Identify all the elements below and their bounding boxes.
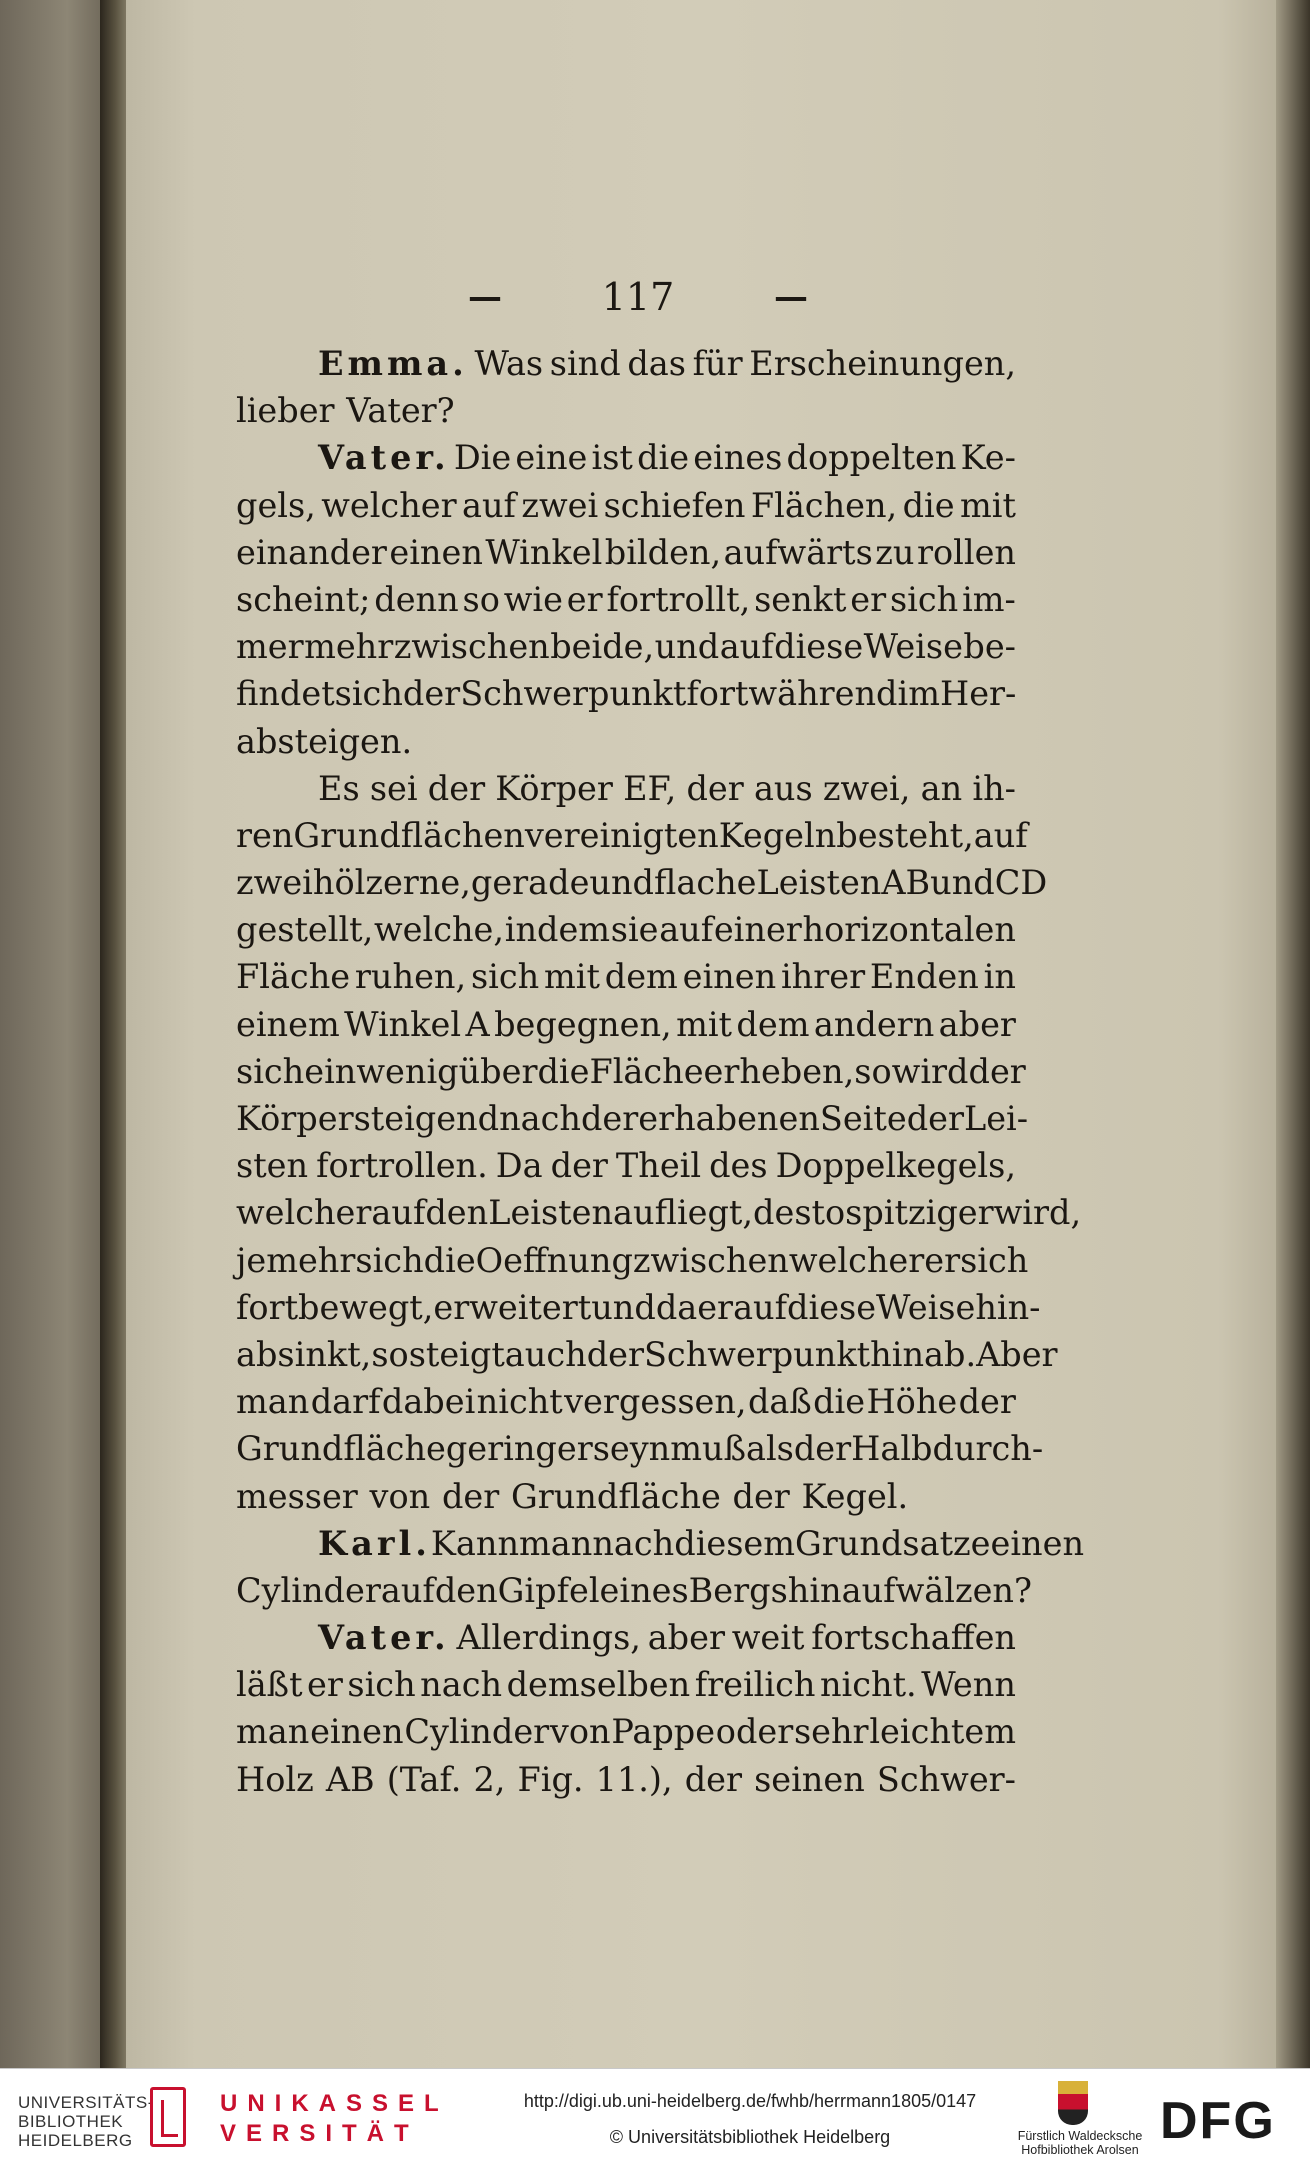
word: auf [371, 1193, 426, 1233]
kassel-logo-line1: UNIKASSEL [220, 2090, 449, 2117]
word: aufliegt, [613, 1193, 754, 1233]
word: der [968, 1051, 1026, 1091]
word: Aber [976, 1334, 1058, 1374]
word: gerade [470, 863, 590, 903]
word: Weise [876, 1287, 976, 1327]
text-line [236, 340, 1016, 387]
word: fortrollt, [606, 579, 751, 619]
word: läßt [236, 1665, 303, 1705]
word: nicht [476, 1382, 563, 1422]
word: fortbewegt, [236, 1287, 434, 1327]
word: sich [960, 1240, 1029, 1280]
word: den [425, 1193, 489, 1233]
word: diese [774, 627, 864, 667]
word: leichtem [869, 1712, 1016, 1752]
word: zwischen [393, 627, 550, 667]
word: auf [973, 815, 1028, 855]
word: der [793, 1429, 852, 1469]
word: die [637, 438, 690, 478]
word: nach [420, 1665, 503, 1705]
word: weit [731, 1618, 805, 1658]
word: je [236, 1240, 267, 1280]
word: Körper [236, 1099, 354, 1138]
word: ih- [972, 768, 1016, 808]
word: Erscheinungen, [749, 344, 1016, 383]
text-line [236, 1567, 1032, 1614]
word: andern [813, 1004, 935, 1044]
word: Cylinder [404, 1712, 550, 1752]
word: seyn [592, 1429, 671, 1469]
word: Winkel [344, 1004, 462, 1044]
word: Grundsatze [795, 1523, 991, 1563]
word: denn [374, 579, 459, 619]
word: ihrer [780, 957, 866, 997]
word: Es [318, 768, 360, 808]
word: Fig. [517, 1759, 584, 1799]
word: Enden [869, 957, 979, 997]
word: zwei [521, 485, 599, 525]
word: er [697, 1287, 734, 1327]
word: Vater? [346, 391, 455, 431]
word: einen [389, 532, 483, 572]
word: auf [659, 910, 714, 950]
word: und [591, 1287, 656, 1327]
word: der [580, 1099, 639, 1138]
word: ein [304, 1051, 357, 1091]
word: aufwärts [723, 532, 873, 572]
word: absteigen. [236, 721, 413, 761]
word: flache [654, 863, 757, 903]
word: aber [647, 1618, 725, 1658]
word: Weise [863, 627, 963, 667]
text-line [236, 1237, 1029, 1284]
word: Halbdurch- [851, 1429, 1044, 1469]
word: sie [610, 910, 659, 950]
word: Oeffnung [475, 1240, 633, 1280]
word: Holz [236, 1759, 314, 1799]
page-number: 117 [601, 275, 675, 319]
word: Wenn [921, 1665, 1016, 1705]
word: zu [875, 532, 915, 572]
word: AB [325, 1759, 375, 1799]
text-line [236, 812, 1028, 859]
word: Fläche [589, 1051, 704, 1091]
word: hinaufwälzen? [787, 1570, 1032, 1610]
word: für [692, 344, 743, 383]
word: auch [504, 1334, 587, 1374]
word: welcher [788, 1240, 925, 1280]
text-line [236, 1661, 1016, 1708]
logo-text-line: HEIDELBERG [18, 2131, 133, 2150]
word: Seite [819, 1099, 907, 1138]
word: mer [236, 627, 304, 667]
text-line [236, 1756, 1016, 1803]
word: er [307, 1665, 343, 1705]
word: er [924, 1240, 961, 1280]
word: hinab. [870, 1334, 977, 1374]
word: Doppelkegels, [775, 1146, 1016, 1186]
word: (Taf. [386, 1759, 462, 1799]
word: und [589, 863, 655, 903]
word: von [369, 1476, 431, 1516]
word: steigt [408, 1334, 505, 1374]
word: vergessen, [564, 1382, 747, 1422]
word: steigend [353, 1099, 500, 1138]
word: Leisten [756, 863, 882, 903]
word: als [745, 1429, 794, 1469]
word: der [958, 1382, 1016, 1422]
text-line [236, 906, 1016, 953]
word: lieber [236, 391, 335, 431]
word: be- [963, 627, 1016, 667]
word: sehr [793, 1712, 869, 1752]
word: daß [747, 1382, 812, 1422]
word: fortrollen. [316, 1146, 488, 1186]
word: der [732, 1476, 790, 1516]
page-header [468, 272, 808, 322]
word: diesem [674, 1523, 796, 1563]
logo-text-line: UNIVERSITÄTS- [18, 2093, 154, 2112]
text-line [236, 434, 1016, 481]
word: 11.), [595, 1759, 673, 1799]
text-line [236, 1095, 1029, 1142]
word: dem [604, 957, 678, 997]
word: Die [453, 438, 512, 478]
text-line [236, 1425, 1044, 1472]
logo-text-line: Hofbibliothek Arolsen [1021, 2143, 1139, 2157]
speaker-name: Vater. [318, 438, 450, 478]
word: welcher [236, 1193, 372, 1233]
word: bilden, [604, 532, 722, 572]
word: auf [719, 627, 774, 667]
word: einen [682, 957, 777, 997]
word: zwei [236, 863, 313, 903]
word: Schwerpunkt [460, 674, 687, 714]
word: rollen [916, 532, 1016, 572]
word: er [850, 579, 887, 619]
text-line [236, 1520, 1085, 1567]
word: mehr [266, 1240, 356, 1280]
word: wird [891, 1051, 969, 1091]
text-line [236, 1284, 1041, 1331]
word: scheint; [236, 579, 371, 619]
word: ren [236, 815, 294, 855]
text-line [236, 1048, 1026, 1095]
word: einer [713, 910, 802, 950]
text-line [236, 623, 1016, 670]
word: CD [994, 863, 1048, 903]
word: Grundfläche [510, 1476, 721, 1516]
word: man [236, 1382, 310, 1422]
word: wenig [356, 1051, 459, 1091]
logo-text-line: BIBLIOTHEK [18, 2112, 124, 2131]
word: Winkel [485, 532, 603, 572]
word: Fläche [236, 957, 351, 997]
word: Leisten [488, 1193, 614, 1233]
word: man [236, 1712, 310, 1752]
word: einen [990, 1523, 1085, 1563]
word: wie [503, 579, 563, 619]
word: dem [736, 1004, 810, 1044]
word: Was [474, 344, 544, 383]
word: sich [236, 1051, 305, 1091]
text-line [236, 1001, 1016, 1048]
word: sich [355, 1240, 424, 1280]
word: gels, [236, 485, 316, 525]
text-line [236, 1378, 1016, 1425]
word: Kegel. [801, 1476, 909, 1516]
word: Bergs [688, 1570, 788, 1610]
word: der [684, 1759, 742, 1799]
text-line [236, 1189, 1082, 1236]
word: Gipfel [497, 1570, 600, 1610]
word: und [654, 627, 720, 667]
word: der [402, 674, 461, 714]
word: der [550, 1146, 608, 1186]
word: Grundfläche [236, 1429, 446, 1469]
word: der [686, 768, 744, 808]
header-dash-right: — [774, 277, 808, 317]
word: der [427, 768, 486, 808]
word: besteht, [836, 815, 974, 855]
word: hin- [975, 1287, 1041, 1327]
word: horizontalen [802, 910, 1016, 950]
word: der [441, 1476, 500, 1516]
word: einander [236, 532, 387, 572]
word: man [519, 1523, 593, 1563]
word: im [897, 674, 940, 714]
word: sten [236, 1146, 309, 1186]
word: Da [495, 1146, 543, 1186]
word: welche, [374, 910, 505, 950]
word: Lei- [963, 1099, 1029, 1138]
bleed-through-text [0, 300, 100, 319]
word: sind [549, 344, 621, 383]
word: Theil [615, 1146, 702, 1186]
word: so [462, 579, 500, 619]
word: eines [599, 1570, 689, 1610]
word: vereinigten [524, 815, 719, 855]
word: spitziger [845, 1193, 994, 1233]
heidelberg-library-logo[interactable] [18, 2093, 154, 2150]
word: diese [787, 1287, 877, 1327]
word: sich [347, 1665, 416, 1705]
word: demselben [506, 1665, 691, 1705]
text-line [236, 765, 1016, 812]
kassel-logo-line2: VERSITÄT [220, 2120, 419, 2147]
word: begegnen, [494, 1004, 672, 1044]
word: geringer [445, 1429, 593, 1469]
text-line [236, 1708, 1016, 1755]
word: die [537, 1051, 590, 1091]
word: sich [470, 957, 540, 997]
word: Ke- [960, 438, 1016, 478]
text-line [236, 529, 1016, 576]
word: die [813, 1382, 866, 1422]
word: oder [715, 1712, 794, 1752]
word: über [458, 1051, 538, 1091]
word: hölzerne, [312, 863, 471, 903]
body-text [236, 340, 1085, 1803]
word: senkt [754, 579, 847, 619]
word: Höhe [866, 1382, 958, 1422]
word: fortwährend [686, 674, 898, 714]
word: wird, [993, 1193, 1082, 1233]
word: nicht. [819, 1665, 917, 1705]
word: muß [670, 1429, 746, 1469]
word: er [566, 579, 603, 619]
word: messer [236, 1476, 358, 1516]
word: fortschaffen [811, 1618, 1016, 1658]
word: aber [938, 1004, 1016, 1044]
word: nach [499, 1099, 581, 1138]
word: sich [889, 579, 959, 619]
word: absinkt, [236, 1334, 372, 1374]
word: nach [592, 1523, 675, 1563]
kassel-crest-icon [150, 2087, 186, 2147]
speaker-name: Emma. [318, 344, 468, 383]
arolsen-library-label[interactable] [1010, 2129, 1150, 2157]
adjacent-left-page [0, 0, 112, 2068]
word: auf [733, 1287, 788, 1327]
word: des [709, 1146, 768, 1186]
word: dabei [381, 1382, 476, 1422]
text-line [236, 482, 1016, 529]
text-line [236, 1142, 1016, 1189]
viewer-footer [0, 2068, 1310, 2171]
word: Grundflächen [293, 815, 525, 855]
word: die [902, 485, 955, 525]
word: an [920, 768, 963, 808]
word: in [983, 957, 1016, 997]
word: erweitert [433, 1287, 592, 1327]
word: indem [504, 910, 611, 950]
dfg-logo[interactable]: DFG [1160, 2092, 1276, 2150]
word: AB [881, 863, 931, 903]
word: sei [369, 768, 418, 808]
word: EF, [623, 768, 677, 808]
word: da [655, 1287, 698, 1327]
word: die [423, 1240, 476, 1280]
word: auf [380, 1570, 435, 1610]
logo-text-line: Fürstlich Waldecksche [1017, 2129, 1143, 2143]
word: aus [753, 768, 813, 808]
word: Schwerpunkt [643, 1334, 871, 1374]
word: im- [962, 579, 1016, 619]
word: mit [959, 485, 1016, 525]
word: schiefen [603, 485, 746, 525]
speaker-name: Karl. [318, 1523, 431, 1563]
text-line [236, 576, 1016, 623]
word: auf [462, 485, 516, 525]
word: gestellt, [236, 910, 374, 950]
permalink-url[interactable]: http://digi.ub.uni-heidelberg.de/fwhb/herrmann1805/0147 [523, 2091, 977, 2111]
word: seinen [754, 1759, 865, 1799]
word: ruhen, [354, 957, 467, 997]
word: darf [310, 1382, 381, 1422]
text-line [236, 859, 1048, 906]
word: findet [236, 674, 335, 714]
word: von [549, 1712, 611, 1752]
word: Allerdings, [456, 1618, 641, 1658]
word: den [434, 1570, 498, 1610]
word: freilich [694, 1665, 816, 1705]
word: erheben, [703, 1051, 855, 1091]
arolsen-crest-icon [1058, 2081, 1088, 2125]
copyright-notice: © Universitätsbibliothek Heidelberg [609, 2127, 891, 2147]
word: zwei, [822, 768, 911, 808]
word: eines [693, 438, 783, 478]
word: Kann [430, 1523, 520, 1563]
text-line [236, 1473, 1016, 1520]
word: A [465, 1004, 490, 1044]
word: Schwer- [876, 1759, 1016, 1799]
text-line [236, 718, 1016, 765]
word: so [371, 1334, 409, 1374]
word: Her- [940, 674, 1017, 714]
word: der [906, 1099, 964, 1138]
word: einen [310, 1712, 404, 1752]
word: so [854, 1051, 892, 1091]
word: desto [753, 1193, 846, 1233]
word: eine [515, 438, 588, 478]
word: sich [334, 674, 403, 714]
page-edge [1276, 0, 1310, 2068]
word: beide, [550, 627, 655, 667]
text-line [236, 1614, 1016, 1661]
word: zwischen [632, 1240, 789, 1280]
word: mehr [304, 627, 394, 667]
speaker-name: Vater. [318, 1618, 450, 1658]
text-line [236, 387, 1016, 434]
text-line [236, 953, 1016, 1000]
word: der [586, 1334, 644, 1374]
word: ist [591, 438, 633, 478]
word: Cylinder [236, 1570, 381, 1610]
word: 2, [473, 1759, 506, 1799]
text-line [236, 1331, 1058, 1378]
word: mit [676, 1004, 733, 1044]
word: erhabenen [638, 1099, 820, 1138]
word: mit [544, 957, 600, 997]
word: Flächen, [750, 485, 898, 525]
word: einem [236, 1004, 340, 1044]
text-line [236, 670, 1016, 717]
word: doppelten [786, 438, 957, 478]
word: und [930, 863, 995, 903]
word: Pappe [611, 1712, 716, 1752]
word: Kegeln [718, 815, 837, 855]
word: das [627, 344, 686, 383]
word: Körper [495, 768, 613, 808]
header-dash-left: — [468, 277, 502, 317]
word: welcher [321, 485, 457, 525]
kassel-university-logo[interactable] [220, 2089, 449, 2149]
